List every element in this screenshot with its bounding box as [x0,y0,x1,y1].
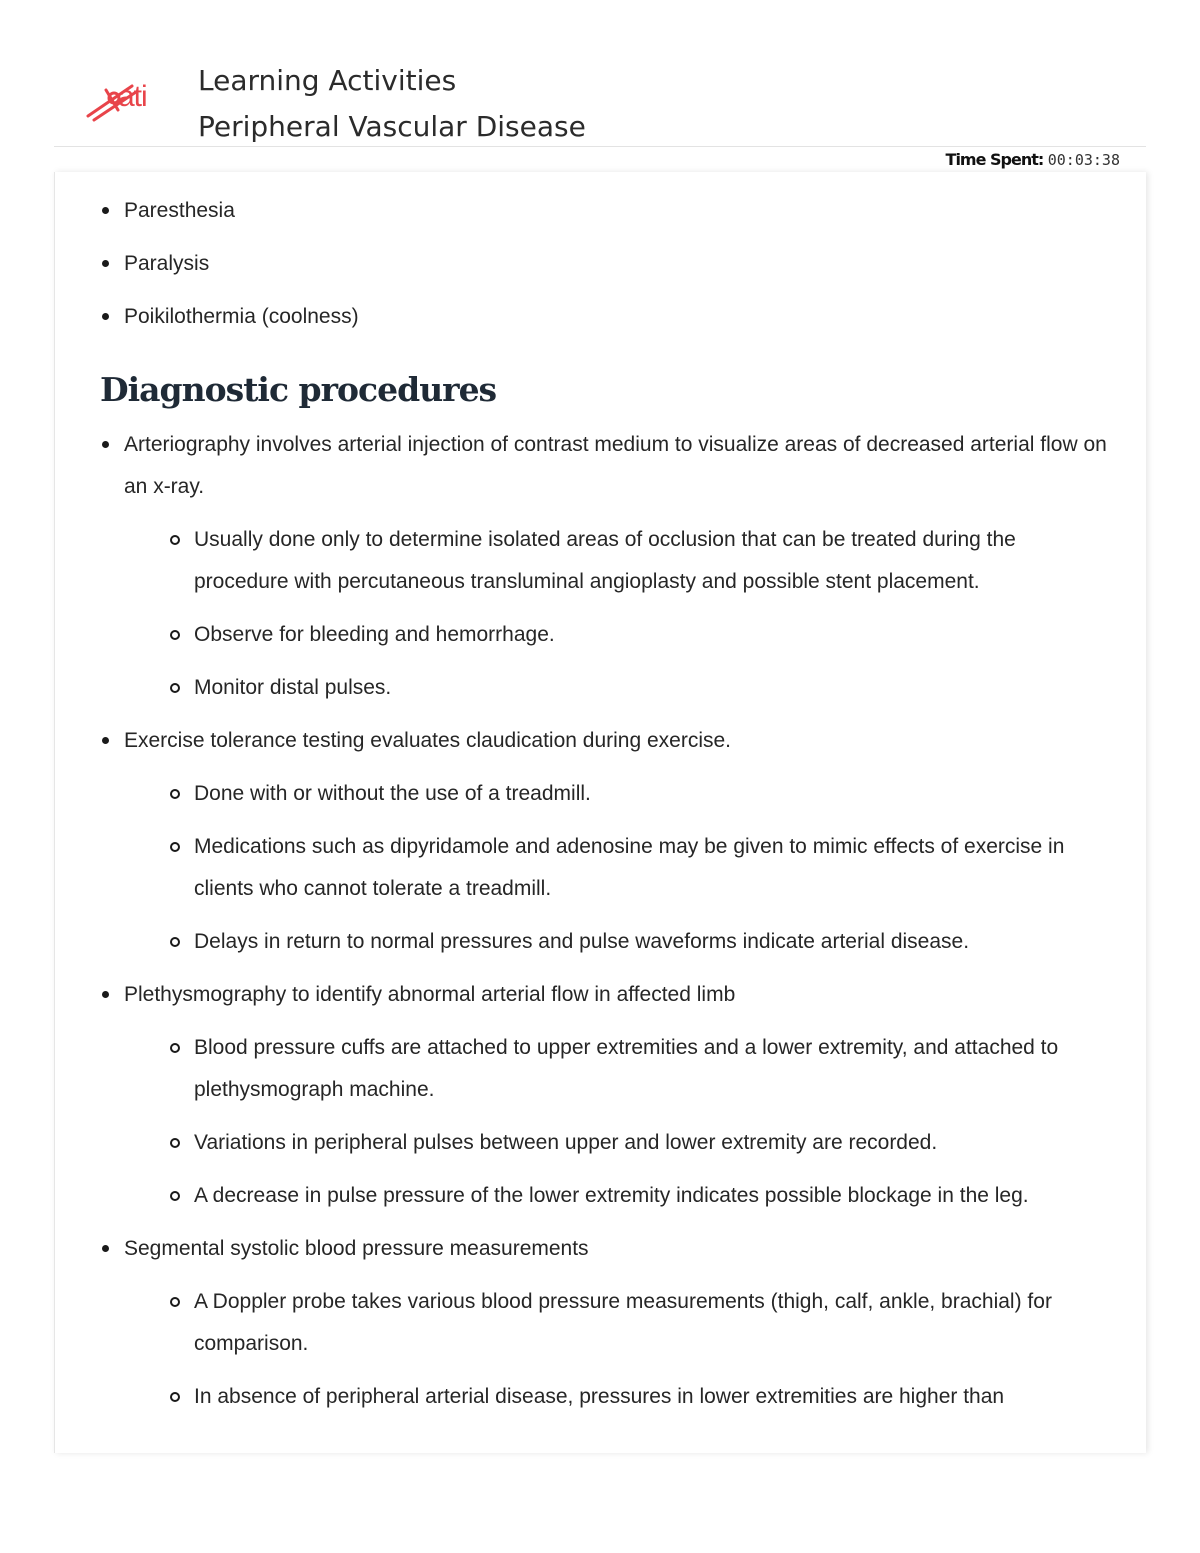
procedure-sublist [124,1281,1110,1418]
page-title: Learning Activities [198,64,457,97]
content-panel[interactable] [54,172,1146,1453]
procedure-item [100,424,1110,709]
list-item: Paralysis [100,243,1110,285]
sub-list-item: A decrease in pulse pressure of the lower extremity indicates possible blockage in the leg. [170,1175,1110,1217]
procedure-sublist [124,1027,1110,1217]
sub-list-item: Usually done only to determine isolated areas of occlusion that can be treated during the procedure with percutaneous transluminal angioplasty and possible stent placement. [170,519,1110,603]
ati-logo-icon[interactable] [84,78,164,124]
procedure-item [100,1228,1110,1418]
procedure-text: Segmental systolic blood pressure measurements [124,1237,589,1260]
page-header [0,0,1200,148]
logo-text: ati [118,80,147,113]
procedure-text: Exercise tolerance testing evaluates claudication during exercise. [124,729,732,752]
procedure-text: Arteriography involves arterial injection of contrast medium to visualize areas of decreased arterial flow on an x-ray. [124,433,1107,498]
header-titles [198,58,586,150]
list-item: Paresthesia [100,190,1110,232]
procedure-text: Plethysmography to identify abnormal arterial flow in affected limb [124,983,736,1006]
time-spent-label: Time Spent: [945,150,1044,169]
header-divider [54,146,1146,147]
sub-list-item: Blood pressure cuffs are attached to upper extremities and a lower extremity, and attached to plethysmograph machine. [170,1027,1110,1111]
procedure-sublist [124,773,1110,963]
section-heading: Diagnostic procedures [100,370,497,409]
sub-list-item: A Doppler probe takes various blood pressure measurements (thigh, calf, ankle, brachial) for comparison. [170,1281,1110,1365]
sub-list-item: Medications such as dipyridamole and adenosine may be given to mimic effects of exercise in clients who cannot tolerate a treadmill. [170,826,1110,910]
procedure-sublist [124,519,1110,709]
sub-list-item: Variations in peripheral pulses between upper and lower extremity are recorded. [170,1122,1110,1164]
procedure-list [100,424,1110,1418]
content-body [100,190,1110,1429]
list-item: Poikilothermia (coolness) [100,296,1110,338]
procedure-item [100,974,1110,1217]
time-spent [946,150,1120,170]
page-subtitle: Peripheral Vascular Disease [198,110,586,143]
sub-list-item: Delays in return to normal pressures and pulse waveforms indicate arterial disease. [170,921,1110,963]
symptom-list [100,190,1110,338]
time-spent-value: 00:03:38 [1047,151,1120,169]
sub-list-item: Done with or without the use of a treadmill. [170,773,1110,815]
sub-list-item: Monitor distal pulses. [170,667,1110,709]
sub-list-item: In absence of peripheral arterial disease, pressures in lower extremities are higher than [170,1376,1110,1418]
procedure-item [100,720,1110,963]
sub-list-item: Observe for bleeding and hemorrhage. [170,614,1110,656]
